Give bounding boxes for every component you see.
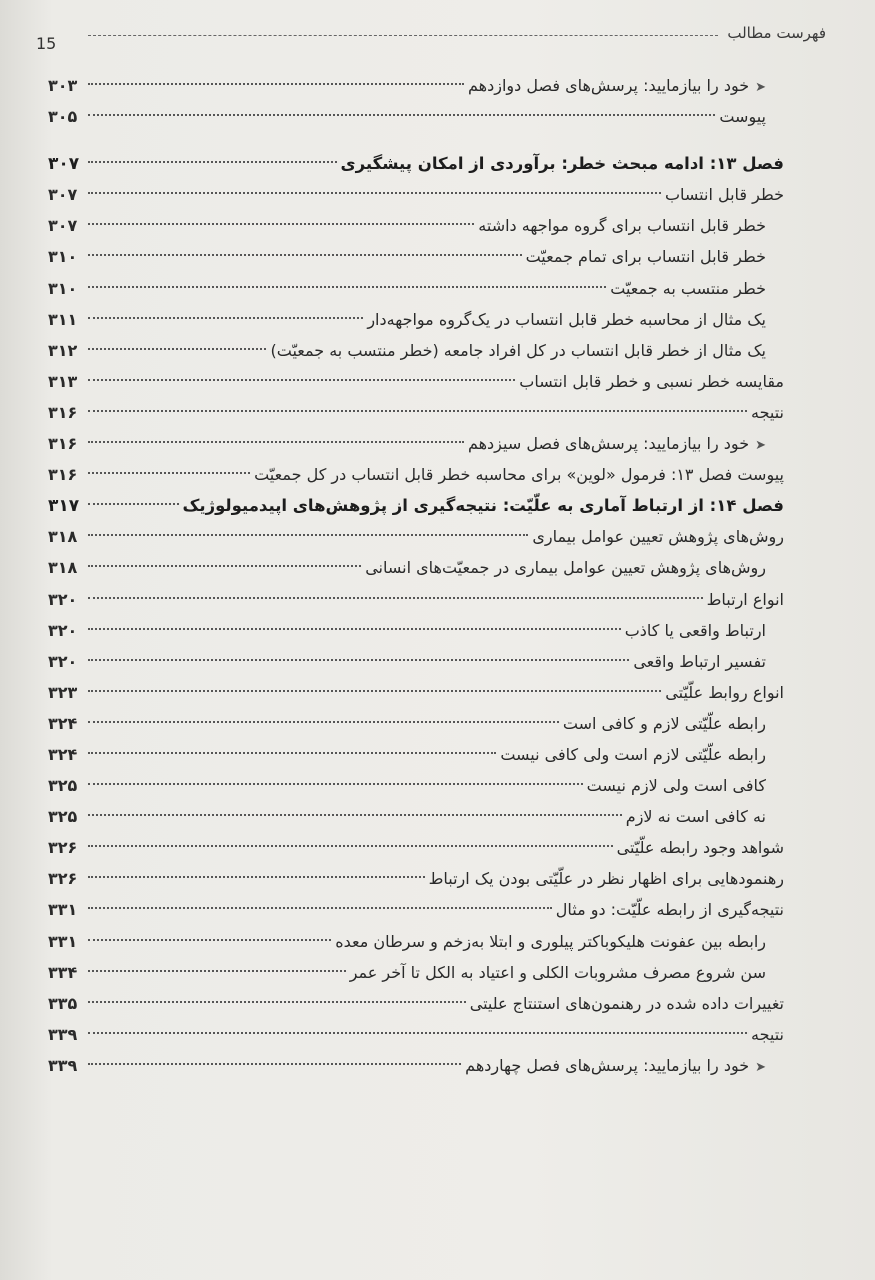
pointer-icon: ➤ xyxy=(755,438,766,454)
toc-entry-text: خطر قابل انتساب برای تمام جمعیّت xyxy=(525,247,766,267)
toc-row xyxy=(48,521,784,552)
toc-entry-text: رابطه بین عفونت هلیکوباکتر پیلوری و ابتلا به‌زخم و سرطان معده xyxy=(335,931,766,951)
toc-entry-label xyxy=(625,615,766,646)
leader-dots xyxy=(88,721,559,723)
leader-dots xyxy=(88,876,425,878)
toc-entry-label xyxy=(478,210,766,241)
table-of-contents xyxy=(48,70,784,1081)
toc-entry-text: نتیجه‌گیری از رابطه علّیّت: دو مثال xyxy=(555,900,784,920)
leader-dots xyxy=(88,939,331,941)
toc-page-number: ۳۳۱ xyxy=(48,900,78,920)
toc-row xyxy=(48,926,784,957)
toc-spacer xyxy=(48,132,784,148)
toc-entry-label xyxy=(270,335,766,366)
toc-entry-text: تفسیر ارتباط واقعی xyxy=(633,651,766,671)
toc-entry-text: نتیجه xyxy=(750,402,784,422)
toc-entry-label xyxy=(665,179,784,210)
toc-row xyxy=(48,397,784,428)
toc-row xyxy=(48,335,784,366)
toc-row xyxy=(48,428,784,459)
toc-entry-label xyxy=(465,1050,766,1083)
leader-dots xyxy=(88,286,606,288)
toc-row xyxy=(48,101,784,132)
toc-entry-text: رابطه علّیّتی لازم است ولی کافی نیست xyxy=(500,744,766,764)
toc-entry-text: خطر منتسب به جمعیّت xyxy=(610,278,766,298)
toc-entry-text: خود را بیازمایید: پرسش‌های فصل چهاردهم xyxy=(465,1055,750,1075)
toc-row xyxy=(48,241,784,272)
leader-dots xyxy=(88,814,622,816)
leader-dots xyxy=(88,970,346,972)
toc-page-number: ۳۰۵ xyxy=(48,107,78,127)
toc-entry-text: خود را بیازمایید: پرسش‌های فصل سیزدهم xyxy=(467,434,750,454)
toc-entry-text: تغییرات داده شده در رهنمون‌های استنتاج علیتی xyxy=(469,993,784,1013)
toc-entry-text: روش‌های پژوهش تعیین عوامل بیماری xyxy=(532,527,784,547)
leader-dots xyxy=(88,254,522,256)
toc-entry-text: مقایسه خطر نسبی و خطر قابل انتساب xyxy=(519,371,784,391)
toc-page-number: ۳۲۳ xyxy=(48,682,78,702)
leader-dots xyxy=(88,659,629,661)
toc-page-number: ۳۳۱ xyxy=(48,931,78,951)
toc-page-number: ۳۲۵ xyxy=(48,807,78,827)
toc-entry-text: یک مثال از محاسبه خطر قابل انتساب در یک‌گروه مواجهه‌دار xyxy=(367,309,766,329)
toc-page-number: ۳۱۷ xyxy=(48,496,80,517)
toc-row xyxy=(48,366,784,397)
leader-dots xyxy=(88,192,661,194)
toc-page-number: ۳۱۲ xyxy=(48,340,78,360)
toc-entry-label xyxy=(254,459,784,490)
toc-entry-text: نتیجه xyxy=(750,1024,784,1044)
running-title: فهرست مطالب xyxy=(727,24,826,42)
leader-dots xyxy=(88,348,266,350)
toc-entry-label xyxy=(665,677,784,708)
toc-entry-text: انواع روابط علّیّتی xyxy=(665,682,784,702)
toc-entry-label xyxy=(587,770,766,801)
toc-entry-text: سن شروع مصرف مشروبات الکلی و اعتیاد به الکل تا آخر عمر xyxy=(349,962,766,982)
leader-dots xyxy=(88,410,747,412)
toc-entry-label xyxy=(429,863,784,894)
toc-page-number: ۳۳۹ xyxy=(48,1024,78,1044)
leader-dots xyxy=(88,503,179,505)
toc-entry-text: شواهد وجود رابطه علّیّتی xyxy=(616,838,784,858)
page-number: 15 xyxy=(36,34,57,53)
toc-row xyxy=(48,179,784,210)
toc-row xyxy=(48,646,784,677)
toc-page-number: ۳۱۳ xyxy=(48,371,78,391)
toc-entry-label xyxy=(365,552,766,583)
toc-entry-label xyxy=(719,101,766,132)
toc-entry-text: پیوست xyxy=(719,107,766,127)
toc-page-number: ۳۰۷ xyxy=(48,154,80,175)
leader-dots xyxy=(88,907,552,909)
toc-row xyxy=(48,615,784,646)
leader-dots xyxy=(88,597,703,599)
toc-row xyxy=(48,863,784,894)
toc-row xyxy=(48,210,784,241)
toc-page-number: ۳۱۸ xyxy=(48,558,78,578)
toc-row xyxy=(48,70,784,101)
toc-row xyxy=(48,957,784,988)
toc-entry-label xyxy=(617,832,784,863)
toc-entry-label xyxy=(335,926,766,957)
toc-row xyxy=(48,552,784,583)
toc-entry-text: رهنمودهایی برای اظهار نظر در علّیّتی بودن یک ارتباط xyxy=(428,869,784,889)
toc-page-number: ۳۲۶ xyxy=(48,869,78,889)
toc-entry-text: پیوست فصل ۱۳: فرمول «لوین» برای محاسبه خطر قابل انتساب در کل جمعیّت xyxy=(254,465,784,485)
toc-row xyxy=(48,770,784,801)
toc-chapter-row xyxy=(48,148,784,179)
toc-row xyxy=(48,739,784,770)
toc-entry-text: خطر قابل انتساب برای گروه مواجهه داشته xyxy=(478,216,766,236)
toc-page-number: ۳۲۰ xyxy=(48,589,78,609)
toc-page-number: ۳۲۵ xyxy=(48,776,78,796)
toc-row xyxy=(48,677,784,708)
toc-entry-label xyxy=(350,957,766,988)
toc-entry-text: نه کافی است نه لازم xyxy=(625,807,766,827)
toc-page-number: ۳۲۶ xyxy=(48,838,78,858)
pointer-icon: ➤ xyxy=(755,80,766,95)
toc-entry-label xyxy=(468,428,766,461)
toc-page-number: ۳۰۷ xyxy=(48,185,78,205)
toc-row xyxy=(48,832,784,863)
toc-page-number: ۳۲۴ xyxy=(48,713,78,733)
toc-row xyxy=(48,894,784,925)
toc-entry-text: کافی است ولی لازم نیست xyxy=(586,776,766,796)
toc-entry-label xyxy=(470,988,784,1019)
toc-entry-text: خود را بیازمایید: پرسش‌های فصل دوازدهم xyxy=(468,76,750,95)
toc-entry-label xyxy=(556,894,784,925)
leader-dots xyxy=(88,1063,461,1065)
toc-page-number: ۳۳۵ xyxy=(48,993,78,1013)
toc-entry-label xyxy=(633,646,766,677)
toc-entry-text: فصل ۱۳: ادامه مبحث خطر: برآوردی از امکان پیشگیری xyxy=(340,154,784,174)
toc-page-number: ۳۱۶ xyxy=(48,465,78,485)
chapter-title xyxy=(341,148,784,179)
toc-entry-text: انواع ارتباط xyxy=(706,589,784,609)
toc-entry-label xyxy=(626,801,766,832)
toc-page-number: ۳۱۱ xyxy=(48,309,78,329)
toc-entry-text: یک مثال از خطر قابل انتساب در کل افراد جامعه (خطر منتسب به جمعیّت) xyxy=(270,340,766,360)
leader-dots xyxy=(88,379,515,381)
toc-page-number: ۳۱۰ xyxy=(48,278,78,298)
toc-entry-label xyxy=(526,241,766,272)
toc-row xyxy=(48,584,784,615)
header-dashed-rule xyxy=(88,35,718,36)
leader-dots xyxy=(88,565,361,567)
chapter-title xyxy=(183,490,785,521)
pointer-icon: ➤ xyxy=(755,1059,766,1075)
toc-page-number: ۳۰۳ xyxy=(48,76,78,95)
leader-dots xyxy=(88,161,337,163)
leader-dots xyxy=(88,1032,747,1034)
leader-dots xyxy=(88,1001,466,1003)
toc-entry-text: رابطه علّیّتی لازم و کافی است xyxy=(562,713,766,733)
toc-entry-label xyxy=(751,397,784,428)
toc-entry-label xyxy=(610,273,766,304)
leader-dots xyxy=(88,223,474,225)
leader-dots xyxy=(88,845,613,847)
toc-row xyxy=(48,1019,784,1050)
toc-entry-text: خطر قابل انتساب xyxy=(664,185,784,205)
toc-entry-label xyxy=(563,708,766,739)
leader-dots xyxy=(88,628,621,630)
leader-dots xyxy=(88,472,250,474)
page-header xyxy=(36,18,826,58)
toc-page-number: ۳۳۴ xyxy=(48,962,78,982)
leader-dots xyxy=(88,317,363,319)
toc-entry-label xyxy=(367,304,766,335)
toc-row xyxy=(48,988,784,1019)
leader-dots xyxy=(88,114,715,116)
toc-entry-label xyxy=(500,739,766,770)
toc-row xyxy=(48,273,784,304)
toc-row xyxy=(48,1050,784,1081)
toc-entry-text: ارتباط واقعی یا کاذب xyxy=(624,620,766,640)
leader-dots xyxy=(88,534,528,536)
toc-entry-text: روش‌های پژوهش تعیین عوامل بیماری در جمعیّت‌های انسانی xyxy=(365,558,766,578)
toc-row xyxy=(48,801,784,832)
toc-page-number: ۳۱۶ xyxy=(48,402,78,422)
toc-page-number: ۳۱۸ xyxy=(48,527,78,547)
toc-row xyxy=(48,304,784,335)
toc-entry-label xyxy=(468,70,766,103)
toc-page-number: ۳۲۴ xyxy=(48,744,78,764)
toc-entry-label xyxy=(751,1019,784,1050)
toc-page-number: ۳۳۹ xyxy=(48,1055,78,1075)
toc-entry-text: فصل ۱۴: از ارتباط آماری به علّیّت: نتیجه‌گیری از پژوهش‌های اپیدمیولوژیک xyxy=(182,496,784,516)
leader-dots xyxy=(88,783,583,785)
toc-page-number: ۳۱۶ xyxy=(48,434,78,454)
toc-entry-label xyxy=(707,584,784,615)
leader-dots xyxy=(88,752,496,754)
toc-row xyxy=(48,708,784,739)
leader-dots xyxy=(88,690,661,692)
toc-row xyxy=(48,459,784,490)
toc-page-number: ۳۱۰ xyxy=(48,247,78,267)
toc-entry-label xyxy=(519,366,784,397)
toc-chapter-row xyxy=(48,490,784,521)
toc-page-number: ۳۲۰ xyxy=(48,651,78,671)
leader-dots xyxy=(88,441,464,443)
toc-page-number: ۳۲۰ xyxy=(48,620,78,640)
toc-page-number: ۳۰۷ xyxy=(48,216,78,236)
toc-entry-label xyxy=(532,521,784,552)
leader-dots xyxy=(88,83,464,85)
